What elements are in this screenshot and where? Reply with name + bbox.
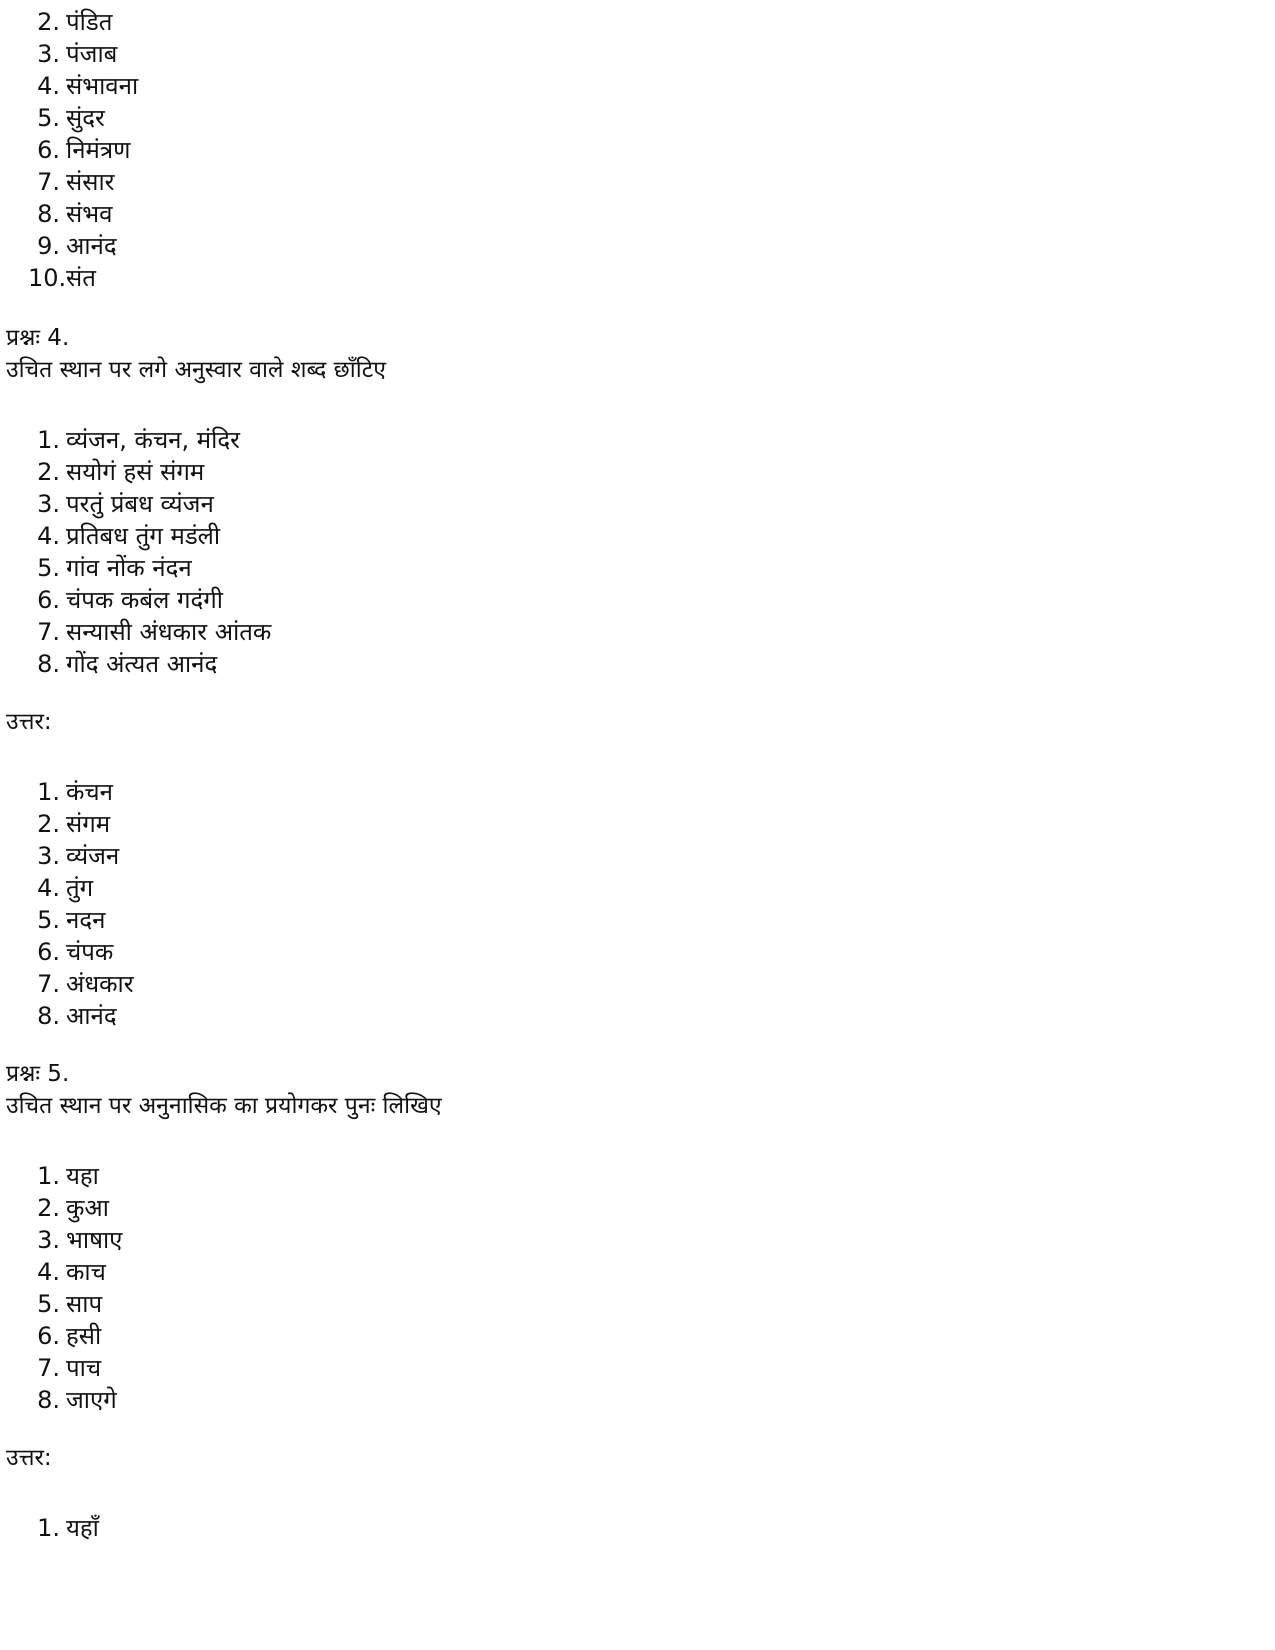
list-number: 3. (37, 842, 60, 870)
list-text: पाच (66, 1354, 102, 1382)
list-item (28, 198, 112, 231)
list-number: 5. (37, 554, 60, 582)
list-text: संभव (66, 200, 113, 228)
list-number: 1. (37, 778, 60, 806)
answer-item (28, 872, 93, 905)
list-text: पंजाब (66, 40, 118, 68)
list-item (28, 424, 240, 457)
list-number: 1. (37, 1162, 60, 1190)
list-text: कुआ (66, 1194, 109, 1222)
list-text: जाएगे (66, 1386, 117, 1414)
list-text: काच (66, 1258, 106, 1286)
list-number: 8. (37, 1386, 60, 1414)
list-text: तुंग (66, 874, 94, 902)
list-text: अंधकार (66, 970, 134, 998)
list-number: 6. (37, 136, 60, 164)
list-text: संभावना (66, 72, 139, 100)
list-number: 4. (37, 874, 60, 902)
list-item (28, 134, 131, 167)
list-item (28, 1288, 102, 1321)
list-number: 6. (37, 938, 60, 966)
list-item (28, 102, 105, 135)
list-item (28, 1320, 101, 1353)
answer-label: उत्तर: (6, 1445, 52, 1471)
list-text: गांव नोंक नंदन (66, 554, 192, 582)
list-text: प्रतिबध तुंग मडंली (66, 522, 221, 550)
list-number: 3. (37, 1226, 60, 1254)
answer-item (28, 968, 134, 1001)
list-number: 3. (37, 40, 60, 68)
list-number: 7. (37, 618, 60, 646)
list-number: 8. (37, 650, 60, 678)
question-text: उचित स्थान पर अनुनासिक का प्रयोगकर पुनः लिखिए (6, 1093, 442, 1119)
question-label: प्रश्नः 5. (6, 1061, 70, 1087)
list-item (28, 262, 96, 295)
list-text: यहाँ (66, 1514, 99, 1542)
list-item (28, 38, 117, 71)
list-number: 9. (37, 232, 60, 260)
list-item (28, 584, 223, 617)
list-number: 4. (37, 522, 60, 550)
list-number: 2. (37, 810, 60, 838)
list-text: हसी (66, 1322, 102, 1350)
list-number: 8. (37, 1002, 60, 1030)
list-text: संत (66, 264, 96, 292)
list-text: व्यंजन (66, 842, 120, 870)
list-number: 1. (37, 426, 60, 454)
list-text: सुंदर (66, 104, 105, 132)
list-number: 5. (37, 1290, 60, 1318)
list-item (28, 6, 112, 39)
list-item (28, 488, 214, 521)
list-text: नदन (66, 906, 106, 934)
list-text: सयोगं हसं संगम (66, 458, 205, 486)
list-item (28, 1352, 101, 1385)
list-text: आनंद (66, 232, 117, 260)
list-text: भाषाए (66, 1226, 123, 1254)
list-text: चंपक कबंल गदंगी (66, 586, 223, 614)
answer-item (28, 936, 113, 969)
list-number: 6. (37, 586, 60, 614)
list-item (28, 1224, 122, 1257)
list-text: गोंद अंत्यत आनंद (66, 650, 218, 678)
question-label: प्रश्नः 4. (6, 325, 70, 351)
list-number: 2. (37, 1194, 60, 1222)
list-text: यहा (66, 1162, 99, 1190)
question-text: उचित स्थान पर लगे अनुस्वार वाले शब्द छाँटिए (6, 357, 387, 383)
list-item (28, 616, 271, 649)
list-text: संसार (66, 168, 115, 196)
answer-item (28, 904, 105, 937)
answer-item (28, 1512, 99, 1545)
list-item (28, 1160, 99, 1193)
answer-label: उत्तर: (6, 709, 52, 735)
list-item (28, 166, 114, 199)
list-number: 2. (37, 458, 60, 486)
answer-item (28, 776, 113, 809)
list-text: पंडित (66, 8, 113, 36)
list-item (28, 456, 204, 489)
list-number: 8. (37, 200, 60, 228)
list-number: 3. (37, 490, 60, 518)
list-number: 2. (37, 8, 60, 36)
list-number: 7. (37, 168, 60, 196)
answer-item (28, 1000, 117, 1033)
list-text: सन्यासी अंधकार आंतक (66, 618, 272, 646)
list-item (28, 1256, 106, 1289)
list-item (28, 1384, 117, 1417)
list-number: 7. (37, 1354, 60, 1382)
list-text: आनंद (66, 1002, 117, 1030)
list-item (28, 552, 192, 585)
list-number: 5. (37, 906, 60, 934)
answer-item (28, 808, 110, 841)
list-number: 1. (37, 1514, 60, 1542)
list-item (28, 1192, 109, 1225)
list-item (28, 230, 117, 263)
list-number: 6. (37, 1322, 60, 1350)
list-item (28, 520, 220, 553)
list-text: संगम (66, 810, 111, 838)
list-number: 4. (37, 1258, 60, 1286)
list-item (28, 70, 138, 103)
list-text: चंपक (66, 938, 114, 966)
list-number: 5. (37, 104, 60, 132)
list-text: व्यंजन, कंचन, मंदिर (66, 426, 240, 454)
list-item (28, 648, 217, 681)
list-number: 7. (37, 970, 60, 998)
list-text: निमंत्रण (66, 136, 131, 164)
answer-item (28, 840, 119, 873)
list-number: 10. (28, 264, 67, 292)
list-text: साप (66, 1290, 103, 1318)
list-number: 4. (37, 72, 60, 100)
list-text: परतुं प्रंबध व्यंजन (66, 490, 214, 518)
list-text: कंचन (66, 778, 113, 806)
